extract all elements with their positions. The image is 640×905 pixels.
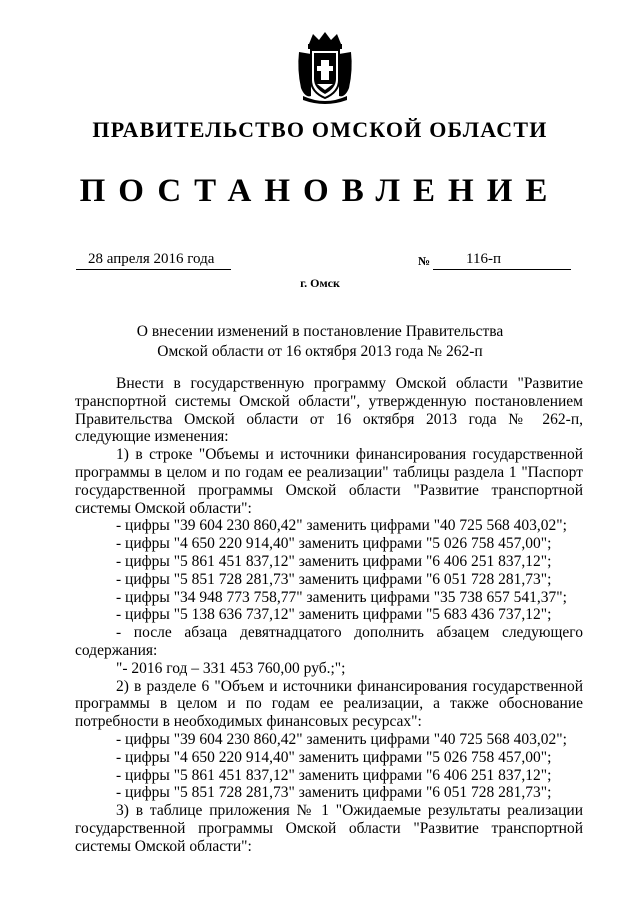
omsk-oblast-coat-of-arms-icon [297, 30, 353, 104]
item-3: 3) в таблице приложения № 1 "Ожидаемые результаты реализации государственной программы Омской области "Развитие транспортной системы Омской области": [75, 802, 583, 855]
item-2: 2) в разделе 6 "Объем и источники финансирования государственной программы в целом и по годам ее реализации, а также обоснование потребности в необходимых финансовых ресурсах": [75, 677, 583, 731]
number-label: № [418, 254, 431, 268]
subject-line-2: Омской области от 16 октября 2013 года № 262-п [157, 343, 483, 360]
intro-paragraph: Внести в государственную программу Омской области "Развитие транспортной системы Омской области", утвержденную постановлением Правительства Омской области от 16 октября 2013 года № 262-п, следующие изменения: [75, 375, 583, 446]
document-number: 116-п [466, 251, 501, 267]
document-subject [0, 322, 640, 362]
number-underline [433, 269, 571, 270]
list-item-addition: - после абзаца девятнадцатого дополнить абзацем следующего содержания: [75, 624, 583, 659]
item-1: 1) в строке "Объемы и источники финансирования государственной программы в целом и по годам ее реализации" таблицы раздела 1 "Паспорт государственной программы Омской области "Развитие транспортной системы Омской области": [75, 446, 583, 517]
list-item: - цифры "39 604 230 860,42" заменить цифрами "40 725 568 403,02"; [116, 730, 567, 748]
document-date: 28 апреля 2016 года [88, 251, 215, 267]
list-item: - цифры "5 861 451 837,12" заменить цифрами "6 406 251 837,12"; [116, 766, 552, 784]
list-item: - цифры "5 861 451 837,12" заменить цифрами "6 406 251 837,12"; [116, 552, 552, 570]
government-title: ПРАВИТЕЛЬСТВО ОМСКОЙ ОБЛАСТИ [92, 117, 548, 142]
quoted-addition: "- 2016 год – 331 453 760,00 руб.;"; [116, 659, 346, 677]
date-underline [76, 269, 231, 270]
list-item: - цифры "39 604 230 860,42" заменить цифрами "40 725 568 403,02"; [116, 517, 567, 535]
list-item: - цифры "4 650 220 914,40" заменить цифрами "5 026 758 457,00"; [116, 748, 552, 766]
list-item: - цифры "5 851 728 281,73" заменить цифрами "6 051 728 281,73"; [116, 784, 552, 802]
list-item: - цифры "5 138 636 737,12" заменить цифрами "5 683 436 737,12"; [116, 606, 552, 624]
city: г. Омск [300, 276, 340, 290]
document-body [75, 375, 583, 856]
subject-line-1: О внесении изменений в постановление Правительства [136, 323, 504, 340]
list-item: - цифры "4 650 220 914,40" заменить цифрами "5 026 758 457,00"; [116, 535, 552, 553]
list-item: - цифры "5 851 728 281,73" заменить цифрами "6 051 728 281,73"; [116, 570, 552, 588]
list-item: - цифры "34 948 773 758,77" заменить цифрами "35 738 657 541,37"; [116, 588, 567, 606]
document-type: ПОСТАНОВЛЕНИЕ [79, 173, 561, 209]
